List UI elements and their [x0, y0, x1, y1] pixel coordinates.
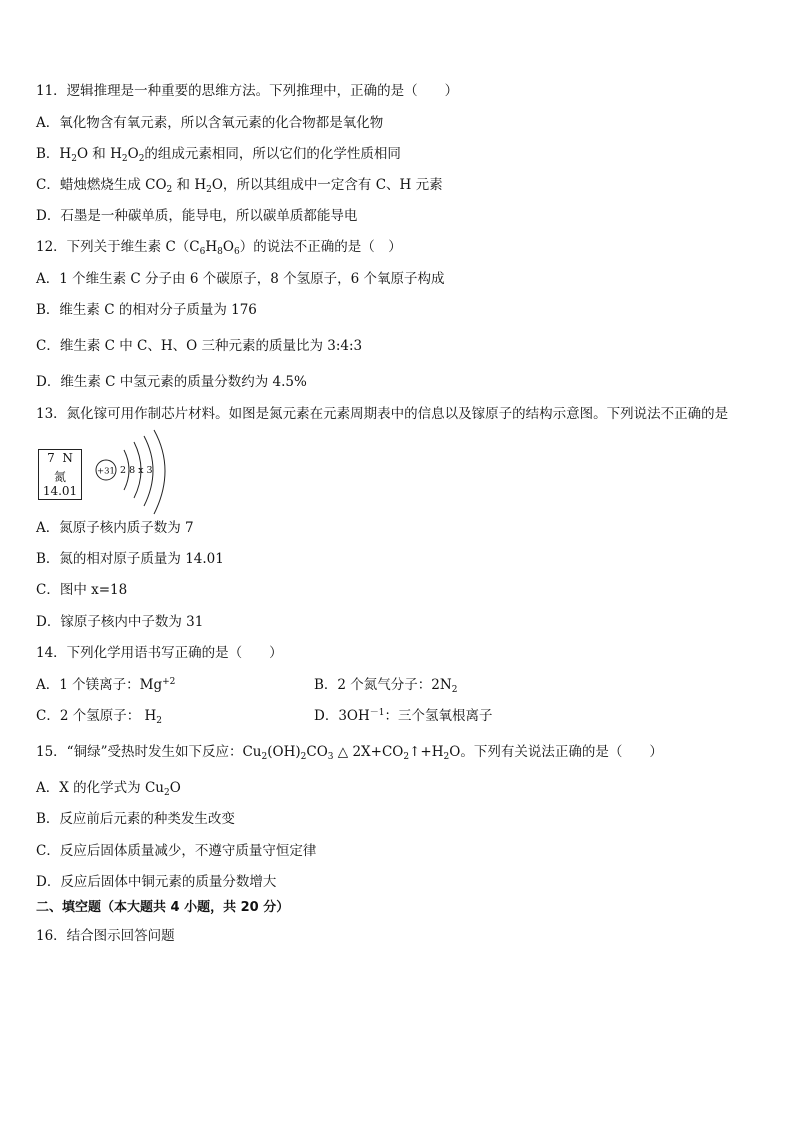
q13-option-c: C．图中 x=18: [36, 582, 128, 598]
q14-option-a: A．1 个镁离子：$Mg^{+2}$: [36, 677, 176, 693]
q13-option-a: A．氮原子核内质子数为 7: [36, 520, 194, 536]
q12-option-b: B．维生素 C 的相对分子质量为 176: [36, 302, 257, 318]
q11-option-b: B．$H_2O$ 和 $H_2O_2$的组成元素相同，所以它们的化学性质相同: [36, 146, 401, 164]
q16-stem: 16．结合图示回答问题: [36, 928, 175, 944]
q11-option-a: A．氧化物含有氧元素，所以含氧元素的化合物都是氧化物: [36, 115, 384, 131]
q14-option-b: B．2 个氮气分子：$2N_2$: [314, 677, 458, 695]
q15-option-b: B．反应前后元素的种类发生改变: [36, 811, 235, 827]
section-heading: 二、填空题（本大题共 4 小题，共 20 分）: [36, 900, 290, 915]
periodic-table-cell: [38, 449, 82, 500]
q11-stem: 11．逻辑推理是一种重要的思维方法。下列推理中，正确的是（ ）: [36, 83, 459, 99]
q13-stem: 13．氮化镓可用作制芯片材料。如图是氮元素在元素周期表中的信息以及镓原子的结构示意图。下列说法不正确的是: [36, 406, 729, 422]
shell-arc-4: [154, 430, 165, 514]
element-name: 氮: [53, 470, 66, 484]
q12-stem: 12．下列关于维生素 $C(C_6H_8O_6)$的说法不正确的是（ ）: [36, 239, 402, 257]
q12-option-d: D．维生素 C 中氢元素的质量分数约为 4.5%: [36, 374, 307, 390]
q12-option-a: A．1 个维生素 C 分子由 6 个碳原子，8 个氢原子，6 个氧原子构成: [36, 271, 445, 287]
q11-option-d: D．石墨是一种碳单质，能导电，所以碳单质都能导电: [36, 208, 358, 224]
q14-stem: 14．下列化学用语书写正确的是（ ）: [36, 645, 283, 661]
nucleus-charge: +31: [97, 466, 115, 477]
q12-option-c: C．维生素 C 中 C、H、O 三种元素的质量比为 3:4:3: [36, 338, 363, 354]
q14-option-d: D．$3OH^{-1}$：三个氢氧根离子: [314, 708, 493, 724]
element-mass: 14.01: [42, 484, 78, 498]
q13-figure: [36, 428, 176, 516]
atom-structure-diagram: [94, 428, 176, 516]
q15-option-d: D．反应后固体中铜元素的质量分数增大: [36, 874, 277, 890]
q15-option-a: A．X 的化学式为 $Cu_2O$: [36, 780, 181, 798]
element-number-symbol: 7 N: [47, 451, 73, 465]
shell-electrons: 2 8 x 3: [120, 465, 153, 476]
q11-option-c: C．蜡烛燃烧生成 $CO_2$ 和 $H_2O$，所以其组成中一定含有 C、H 元素: [36, 177, 443, 195]
q15-stem: 15．“铜绿”受热时发生如下反应：$Cu_2(OH)_2CO_3$ △ $2X+CO_2↑+H_2O$。下列有关说法正确的是（ ）: [36, 744, 663, 762]
q13-option-b: B．氮的相对原子质量为 14.01: [36, 551, 224, 567]
q15-option-c: C．反应后固体质量减少，不遵守质量守恒定律: [36, 843, 317, 859]
q13-option-d: D．镓原子核内中子数为 31: [36, 614, 204, 630]
q14-option-c: C．2 个氢原子： $H_2$: [36, 708, 163, 726]
